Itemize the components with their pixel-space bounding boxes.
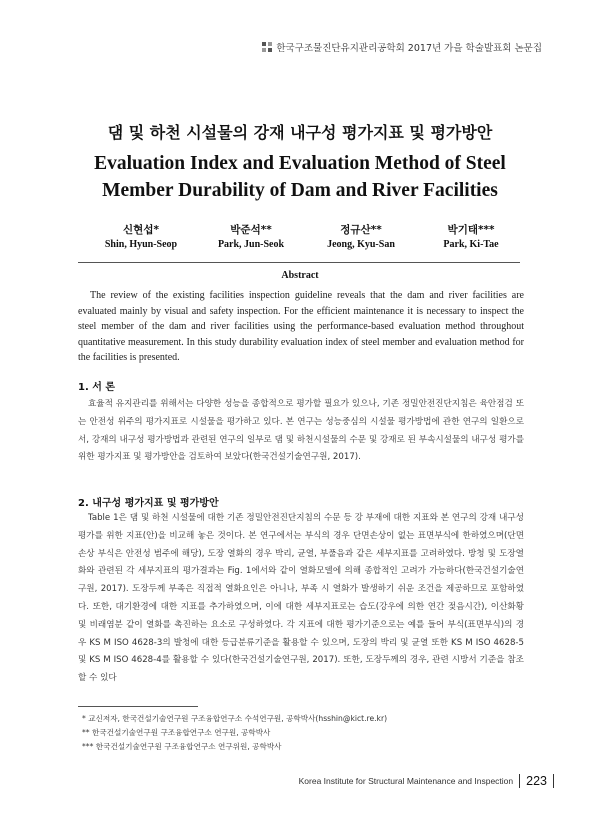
author-name-english: Park, Jun-Seok	[217, 239, 285, 250]
author-name-english: Park, Ki-Tae	[443, 239, 499, 250]
abstract-text: The review of the existing facilities inspection guideline reveals that the dam and river facilities are evaluated mainly by visual and safety inspection. For the efficient maintenance it is necessary to inspect the steel member of the dam and river facilities using the performance-based evaluation method throughout quantitative measurement. In this study durability evaluation index of steel member and evaluation method for the facilities is presented.	[78, 290, 524, 363]
footer-divider	[553, 774, 554, 788]
abstract-heading: Abstract	[281, 270, 319, 281]
author	[306, 222, 416, 250]
author-name-english: Shin, Hyun-Seop	[104, 239, 178, 250]
footer-divider	[519, 774, 520, 788]
footer-institution: Korea Institute for Structural Maintenance and Inspection	[298, 776, 514, 786]
section-heading-durability: 2. 내구성 평가지표 및 평가방안	[78, 498, 219, 509]
author-name-korean: 정규산**	[340, 224, 382, 236]
author-name-korean: 신현섭*	[123, 224, 159, 236]
paper-title-korean: 댐 및 하천 시설물의 강재 내구성 평가지표 및 평가방안	[107, 123, 493, 142]
author-list	[86, 222, 526, 250]
society-emblem-icon	[262, 42, 272, 52]
footnotes	[82, 712, 522, 754]
page-footer	[299, 774, 554, 788]
author	[196, 222, 306, 250]
footnote-divider	[78, 706, 198, 707]
author-name-english: Jeong, Kyu-San	[327, 239, 395, 250]
author	[416, 222, 526, 250]
footnote: * 교신저자, 한국건설기술연구원 구조융합연구소 수석연구원, 공학박사(hsshin@kict.re.kr)	[82, 714, 388, 723]
abstract-divider	[78, 262, 520, 263]
running-header	[262, 40, 542, 54]
section-body-durability: Table 1은 댐 및 하천 시설물에 대한 기존 정밀안전진단지침의 수문 등 강 부재에 대한 지표와 본 연구의 강재 내구성 평가를 위한 지표(안)을 비교해 놓은 것이다. 본 연구에서는 부식의 경우 단면손상이 없는 표면부식에 한하였으며(단면손상 부식은 안전성 범주에 해당), 도장 열화의 경우 박리, 균열, 부풀음과 같은 세부지표를 고려하였다. 방청 및 도장열화와 관련된 각 세부지표의 평가결과는 Fig. 1에서와 같이 열화모델에 의해 종합적인 고려가 가능하다(한국건설기술연구원, 2017). 도장두께 부족은 직접적 열화요인은 아니나, 부족 시 열화가 발생하기 쉬운 조건을 제공하므로 포함하였다. 또한, 대기환경에 대한 지표를 추가하였으며, 이에 대한 세부지표로는 습도(강우에 의한 연간 젖음시간), 이산화황 및 비래염분 같이 열화를 촉진하는 요소로 구성하였다. 각 지표에 대한 평가기준으로는 예를 들어 부식(표면부식)의 경우 KS M ISO 4628-3의 발청에 대한 등급분류기준을 활용할 수 있으며, 도장의 박리 및 균열 또한 KS M ISO 4628-5 및 KS M ISO 4628-4를 활용할 수 있다(한국건설기술연구원, 2017). 또한, 도장두께의 경우, 관련 시방서 기준을 참조할 수 있다	[78, 513, 524, 684]
footnote: *** 한국건설기술연구원 구조융합연구소 연구위원, 공학박사	[82, 742, 282, 751]
footnote: ** 한국건설기술연구원 구조융합연구소 연구원, 공학박사	[82, 728, 271, 737]
section-heading-introduction: 1. 서 론	[78, 382, 116, 393]
paper-title-english: Evaluation Index and Evaluation Method of Steel Member Durability of Dam and River Facilities	[94, 153, 506, 201]
section-body-introduction: 효율적 유지관리를 위해서는 다양한 성능을 종합적으로 평가할 필요가 있으나, 기존 정밀안전진단지침은 육안점검 또는 안전성 위주의 평가지표로 시설물을 평가하고 있다. 본 연구는 성능중심의 시설물 평가방법에 관한 연구의 일환으로서, 강재의 내구성 평가방법과 관련된 연구의 일부로 댐 및 하천시설물의 수문 및 강재로 된 부속시설물의 내구성 평가를 위한 평가지표 및 평가방안을 검토하여 보았다(한국건설기술연구원, 2017).	[78, 399, 524, 463]
page-number: 223	[526, 774, 547, 788]
author-name-korean: 박준석**	[230, 224, 272, 236]
conference-name: 한국구조물진단유지관리공학회 2017년 가을 학술발표회 논문집	[276, 43, 542, 54]
author-name-korean: 박기태***	[447, 224, 495, 236]
author	[86, 222, 196, 250]
